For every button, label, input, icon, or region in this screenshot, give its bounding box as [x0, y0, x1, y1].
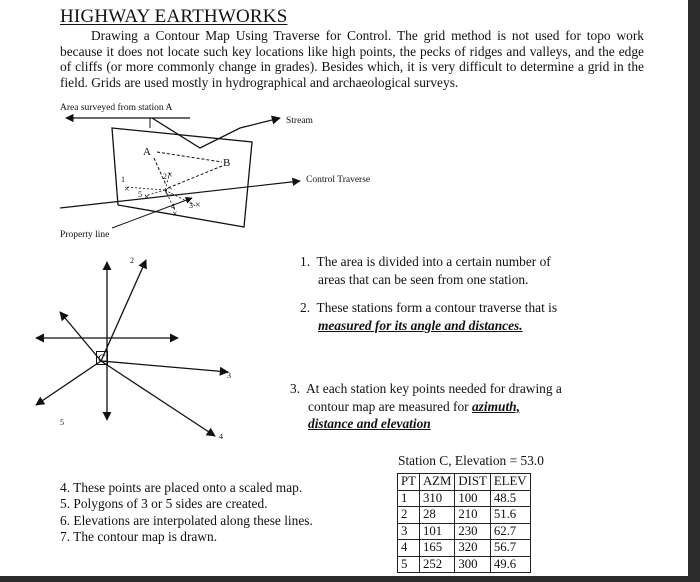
control-traverse-label: Control Traverse	[306, 175, 371, 185]
cell-elev: 51.6	[490, 507, 530, 524]
cell-azm: 165	[419, 540, 454, 557]
property-boundary	[112, 128, 252, 227]
step-7: 7. The contour map is drawn.	[60, 529, 218, 545]
cell-dist: 320	[455, 540, 490, 557]
step-3-number: 3.	[290, 381, 301, 396]
table-row	[398, 556, 531, 573]
step-2-emphasis: measured for its angle and distances.	[318, 317, 523, 333]
ray-5-label: 5	[60, 418, 64, 427]
cell-azm: 28	[419, 507, 454, 524]
table-row	[398, 507, 531, 524]
point-1-label: 1	[121, 175, 125, 184]
cell-azm: 252	[419, 556, 454, 573]
cell-dist: 230	[455, 523, 490, 540]
cell-pt: 5	[398, 556, 420, 573]
property-line-arrow	[112, 198, 192, 228]
header-dist: DIST	[455, 474, 490, 491]
station-c-label: C	[165, 186, 173, 198]
ray-3-label: 3	[227, 371, 231, 380]
point-1-mark: ×	[124, 184, 130, 195]
point-3-mark: ×	[195, 200, 201, 211]
cell-dist: 300	[455, 556, 490, 573]
traverse-b-c	[168, 166, 222, 188]
cell-elev: 48.5	[490, 490, 530, 507]
point-5-label: 5	[138, 190, 142, 199]
cell-elev: 62.7	[490, 523, 530, 540]
step-3-text: At each station key points needed for drawing a contour map are measured for	[306, 381, 562, 414]
page-title: HIGHWAY EARTHWORKS	[60, 6, 288, 27]
table-row	[398, 540, 531, 557]
ray-2-label: 2	[130, 256, 134, 265]
station-table-title: Station C, Elevation = 53.0	[398, 453, 544, 468]
control-traverse-arrow	[60, 181, 300, 208]
cell-azm: 101	[419, 523, 454, 540]
cell-pt: 2	[398, 507, 420, 524]
ray-5	[36, 361, 101, 405]
table-row	[398, 523, 531, 540]
step-1	[300, 253, 578, 288]
cell-pt: 4	[398, 540, 420, 557]
ray-4-label: 4	[219, 432, 223, 441]
sight-line-c-1	[125, 187, 165, 190]
step-5: 5. Polygons of 3 or 5 sides are created.	[60, 496, 268, 512]
ray-2	[101, 260, 146, 361]
station-a-label: A	[143, 146, 151, 158]
point-2-mark: ×	[167, 170, 173, 181]
point-4-mark: ×	[172, 209, 178, 220]
area-surveyed-label: Area surveyed from station A	[60, 103, 173, 113]
contour-traverse-figure	[60, 118, 300, 228]
step-1-text: The area is divided into a certain number of areas that can be seen from one station.	[316, 254, 551, 287]
point-5-mark: ×	[144, 192, 150, 203]
cell-dist: 210	[455, 507, 490, 524]
header-azm: AZM	[419, 474, 454, 491]
steps-list	[60, 480, 313, 546]
cell-azm: 310	[419, 490, 454, 507]
traverse-a-b	[157, 152, 222, 162]
step-2-number: 2.	[300, 300, 311, 315]
cell-dist: 100	[455, 490, 490, 507]
station-table	[397, 473, 531, 573]
cell-pt: 3	[398, 523, 420, 540]
header-pt: PT	[398, 474, 420, 491]
step-6: 6. Elevations are interpolated along these lines.	[60, 512, 313, 528]
stream-label: Stream	[286, 116, 313, 126]
ray-3	[101, 361, 228, 372]
cell-elev: 56.7	[490, 540, 530, 557]
step-4: 4. These points are placed onto a scaled map.	[60, 480, 303, 495]
step-2-text: These stations form a contour traverse that is	[316, 300, 558, 315]
radial-survey-figure	[36, 260, 228, 436]
cell-pt: 1	[398, 490, 420, 507]
step-2	[300, 299, 578, 334]
cell-elev: 49.6	[490, 556, 530, 573]
point-4-label: 4	[171, 202, 175, 211]
point-3-label: 3	[189, 201, 193, 210]
step-1-number: 1.	[300, 254, 311, 269]
header-elev: ELEV	[490, 474, 530, 491]
step-3-emphasis: azimuth, distance and elevation	[308, 398, 520, 431]
step-3	[290, 380, 568, 433]
property-line-label: Property line	[60, 230, 110, 240]
ray-back	[60, 312, 101, 361]
ray-4	[101, 361, 215, 436]
stream-line	[152, 118, 280, 148]
intro-paragraph: Drawing a Contour Map Using Traverse for Control. The grid method is not used for topo work because it does not locate such key locations like high points, the pecks of ridges and valleys, and the edge of cliffs (or more commonly change in grades). Besides which, it is very difficult to determine a grid in the field. Grids are used mostly in hydrographical and archaeological surveys.	[60, 28, 644, 90]
point-2-label: 2	[163, 172, 167, 181]
station-c-box: C	[98, 351, 107, 365]
table-row	[398, 490, 531, 507]
table-header-row	[398, 474, 531, 491]
station-b-label: B	[223, 157, 231, 169]
